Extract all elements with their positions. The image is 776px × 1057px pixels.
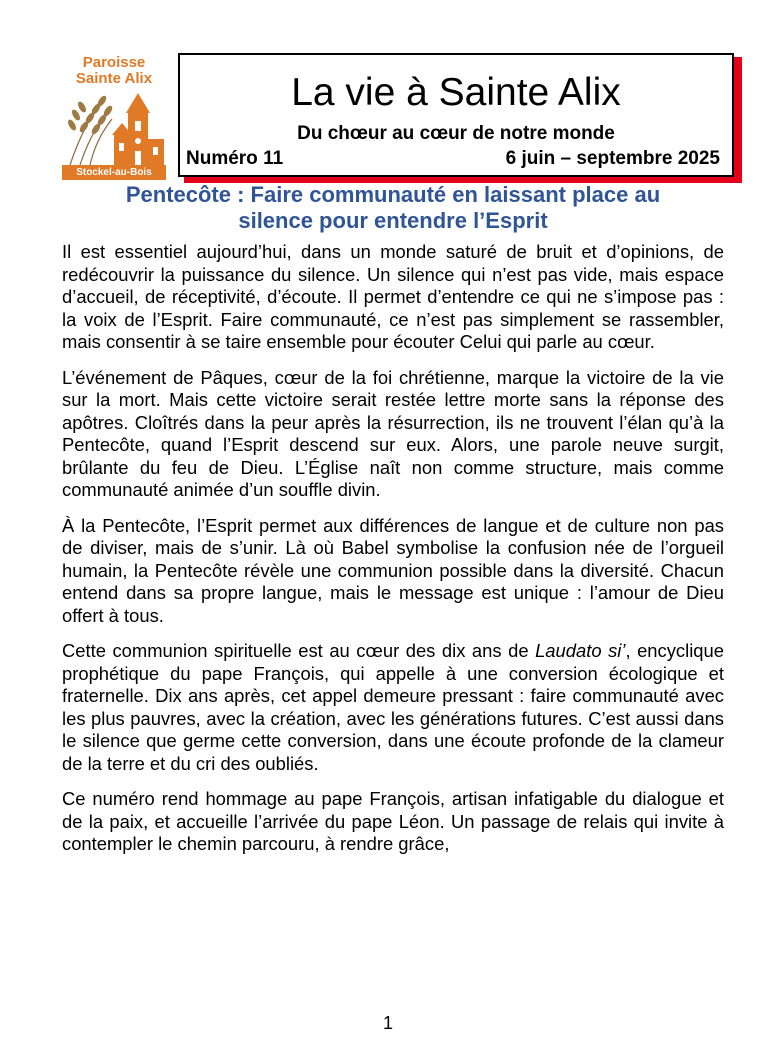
article-title-line2: silence pour entendre l’Esprit	[238, 208, 548, 233]
paragraph-4	[62, 640, 724, 775]
paragraph-4-end: , encyclique prophétique du pape François, qui appelle à une conversion écologique et fraternelle. Dix ans après, cet appel demeure pressant : faire communauté avec les plus pauvres, avec la création, avec les générations futures. C’est aussi dans le silence que germe cette conversion, dans une écoute profonde de la clameur de la terre et du cri des oubliés.	[62, 640, 724, 774]
paragraph-5: Ce numéro rend hommage au pape François, artisan infatigable du dialogue et de la paix, et accueille l’arrivée du pape Léon. Un passage de relais qui invite à contempler le chemin parcouru, à rendre grâce,	[62, 788, 724, 854]
paragraph-4-start: Cette communion spirituelle est au cœur des dix ans de	[62, 640, 536, 661]
masthead	[178, 53, 734, 177]
issue-date: 6 juin – septembre 2025	[505, 148, 720, 169]
article-body	[62, 241, 724, 869]
article-title	[62, 182, 724, 234]
page-number: 1	[382, 1013, 393, 1033]
paragraph-3: À la Pentecôte, l’Esprit permet aux différences de langue et de culture non pas de diviser, mais de s’unir. Là où Babel symbolise la confusion née de l’orgueil humain, la Pentecôte révèle une communion possible dans la diversité. Chacun entend dans sa propre langue, mais le message est unique : l’amour de Dieu offert à tous.	[62, 514, 724, 626]
logo-text-line2: Sainte Alix	[75, 70, 153, 87]
issue-number: Numéro 11	[186, 148, 284, 169]
newsletter-subtitle: Du chœur au cœur de notre monde	[297, 123, 615, 144]
paragraph-1: Il est essentiel aujourd’hui, dans un monde saturé de bruit et d’opinions, de redécouvrir la puissance du silence. Un silence qui n’est pas vide, mais espace d’accueil, de réceptivité, d’écoute. Il permet d’entendre ce qui ne s’impose pas : la voix de l’Esprit. Faire communauté, ce n’est pas simplement se rassembler, mais consentir à se taire ensemble pour écouter Celui qui parle au cœur.	[62, 241, 724, 352]
church-wheat-icon	[62, 89, 166, 165]
parish-logo	[58, 55, 170, 183]
encyclical-title: Laudato si’	[535, 640, 626, 661]
logo-text-line1: Paroisse	[82, 54, 146, 71]
article-title-line1: Pentecôte : Faire communauté en laissant place au	[125, 182, 661, 207]
paragraph-2: L’événement de Pâques, cœur de la foi chrétienne, marque la victoire de la vie sur la mort. Mais cette victoire serait restée lettre morte sans la réponse des apôtres. Cloîtrés dans la peur après la résurrection, ils ne trouvent l’élan qu’à la Pentecôte, quand l’Esprit descend sur eux. Alors, une parole neuve surgit, brûlante du feu de Dieu. L’Église naît non comme structure, mais comme communauté animée d’un souffle divin.	[62, 366, 724, 500]
logo-footer-text: Stockel-au-Bois	[62, 165, 166, 180]
newsletter-title: La vie à Sainte Alix	[291, 71, 621, 114]
